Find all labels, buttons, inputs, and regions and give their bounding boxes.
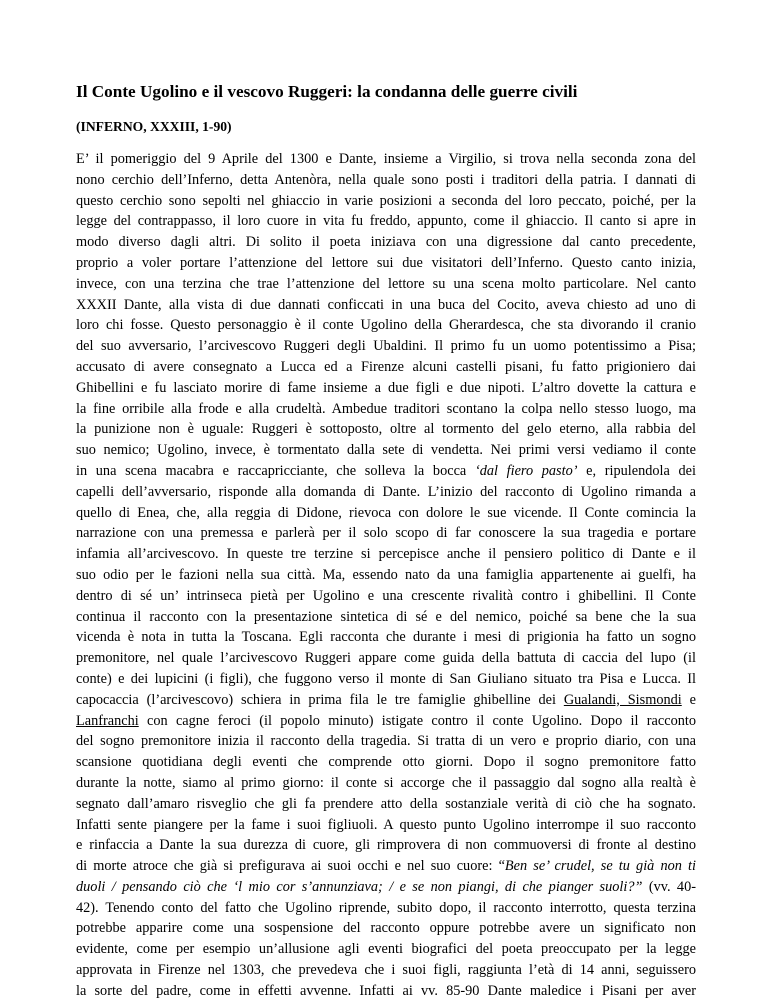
- quote-segment: Ben se’ crudel, se tu già non ti: [504, 858, 696, 875]
- text-line: approvata in Firenze nel 1303, che prevedeva che i suoi figli, raggiunta l’età di 14 anni, seguissero: [76, 962, 696, 979]
- text-segment: capocaccia (l’arcivescovo) schiera in prima fila le tre famiglie ghibelline dei: [76, 691, 564, 708]
- text-line: conte) e dei lupicini (i figli), che fuggono verso il monte di San Giuliano situato tra Pisa e Lucca. Il: [76, 670, 696, 687]
- text-line: suo nemico; Ugolino, invece, è tormentato dalla sete di vendetta. Nei primi versi vediamo il conte: [76, 442, 696, 459]
- text-line: XXXII Dante, alla vista di due dannati conficcati in una buca del Cocito, aveva chiesto ad uno di: [76, 296, 696, 313]
- text-segment: in una scena macabra e raccapricciante, che solleva la bocca: [76, 462, 475, 479]
- text-line: modo diverso dagli altri. Di solito il poeta iniziava con una digressione dal canto precedente,: [76, 234, 696, 251]
- underlined-families: Gualandi, Sismondi: [563, 691, 682, 708]
- text-line: la sorte del padre, come in effetti avvenne. Infatti ai vv. 85-90 Dante maledice i Pisani per aver: [76, 982, 696, 999]
- text-line: quello di Enea, che, alla reggia di Didone, rievoca con dolore le sue vicende. Il Conte comincia la: [76, 504, 696, 521]
- text-line: la fine orribile alla frode e alla crudeltà. Ambedue traditori scontano la colpa nello stesso luogo, ma: [76, 400, 696, 417]
- document-title: Il Conte Ugolino e il vescovo Ruggeri: la condanna delle guerre civili: [76, 82, 578, 101]
- underlined-family: Lanfranchi: [76, 712, 139, 729]
- text-line: [76, 856, 696, 877]
- text-line: [76, 711, 696, 732]
- text-segment: di morte atroce che già si prefigurava ai suoi occhi e nel suo cuore: “: [76, 858, 505, 875]
- text-line: Ghibellini e fu lasciato morire di fame insieme a due figli e due nipoti. L’altro dovette la cattura e: [76, 379, 696, 396]
- body-text: [76, 149, 696, 1002]
- text-segment: e, ripulendola dei: [577, 462, 696, 479]
- text-line: vicenda è nota in tutta la Toscana. Egli racconta che durante i mesi di prigionia ha fatto un sogno: [76, 629, 696, 646]
- text-line: loro chi fosse. Questo personaggio è il conte Ugolino della Gherardesca, che sta divorando il cranio: [76, 317, 696, 334]
- text-line: scansione quotidiana degli eventi che comprende otto giorni. Dopo il sogno premonitore fatto: [76, 754, 696, 771]
- text-line: Infatti sente piangere per la fame i suoi figliuoli. A questo punto Ugolino interrompe il suo racconto: [76, 816, 696, 833]
- text-line: segnato dall’amaro risveglio che gli fa prendere atto della sostanziale verità di ciò che ha sognato.: [76, 795, 696, 812]
- text-segment: e: [681, 691, 696, 708]
- text-line: legge del contrappasso, il loro cuore in vita fu freddo, appunto, come il ghiaccio. Il canto si apre in: [76, 213, 696, 230]
- text-line: del suo avversario, l’arcivescovo Ruggeri degli Ubaldini. Il primo fu un uomo potentissimo a Pisa;: [76, 338, 696, 355]
- text-line: continua il racconto con la presentazione sintetica di sé e del nemico, poiché sa bene che la sua: [76, 608, 696, 625]
- text-line: evidente, come per esempio un’allusione agli eventi biografici del poeta preoccupato per la legge: [76, 941, 696, 958]
- text-line: capelli dell’avversario, risponde alla domanda di Dante. L’inizio del racconto di Ugolino rimanda a: [76, 483, 696, 500]
- text-line: la punizione non è uguale: Ruggeri è sottoposto, oltre al tormento del gelo eterno, alla rabbia del: [76, 421, 696, 438]
- text-line: del sogno premonitore inizia il racconto della tragedia. Si tratta di un vero e proprio diario, con una: [76, 733, 696, 750]
- text-line: narrazione con una premessa e parlerà per il solo scopo di far conoscere la sua tragedia e portare: [76, 525, 696, 542]
- text-line: nono cerchio dell’Inferno, detta Antenòra, nella quale sono posti i traditori della patria. I dannati di: [76, 171, 696, 188]
- text-line: accusato di avere consegnato a Lucca ed a Firenze alcuni castelli pisani, fu fatto prigioniero dai: [76, 358, 696, 375]
- text-segment: con cagne feroci (il popolo minuto) istigate contro il conte Ugolino. Dopo il racconto: [138, 712, 696, 729]
- document-subtitle: (INFERNO, XXXIII, 1-90): [76, 119, 232, 134]
- text-line: infamia all’arcivescovo. In queste tre terzine si percepisce anche il pensiero politico di Dante e il: [76, 546, 696, 563]
- text-line: potrebbe apparire come una sospensione del racconto oppure potrebbe avere un significato non: [76, 920, 696, 937]
- text-line: [76, 690, 696, 711]
- text-line: dentro di sé un’ intrinseca pietà per Ugolino e una crescente rivalità contro i ghibellini. Il Conte: [76, 587, 696, 604]
- text-line: invece, con una terzina che trae l’attenzione del lettore su una scena molto particolare. Nel canto: [76, 275, 696, 292]
- text-line: suo odio per le fazioni nella sua città. Ma, essendo nato da una famiglia appartenente ai guelfi, ha: [76, 566, 696, 583]
- text-line: premonitore, nel quale l’arcivescovo Ruggeri appare come guida della battuta di caccia del lupo (il: [76, 650, 696, 667]
- text-line: durante la notte, siamo al primo giorno: il conte si accorge che il passaggio dal sogno alla realtà è: [76, 774, 696, 791]
- text-segment: (vv. 40-: [642, 878, 696, 895]
- text-line: E’ il pomeriggio del 9 Aprile del 1300 e Dante, insieme a Virgilio, si trova nella seconda zona del: [76, 151, 696, 167]
- text-line: [76, 461, 696, 482]
- text-line: questo cerchio sono sepolti nel ghiaccio in varie posizioni a seconda del loro peccato, poiché, per la: [76, 192, 696, 209]
- quote-segment: ‘dal fiero pasto’: [474, 462, 578, 479]
- text-line: e rinfaccia a Dante la sua durezza di cuore, gli rimprovera di non commuoversi di fronte al destino: [76, 837, 696, 854]
- quote-segment: duoli / pensando ciò che ‘l mio cor s’annunziava; / e se non piangi, di che pianger suoli?”: [76, 878, 643, 895]
- text-line: [76, 877, 696, 898]
- text-line: proprio a voler portare l’attenzione del lettore sui due visitatori dell’Inferno. Questo canto inizia,: [76, 254, 696, 271]
- text-line: 42). Tenendo conto del fatto che Ugolino riprende, subito dopo, il racconto interrotto, questa terzina: [76, 899, 696, 916]
